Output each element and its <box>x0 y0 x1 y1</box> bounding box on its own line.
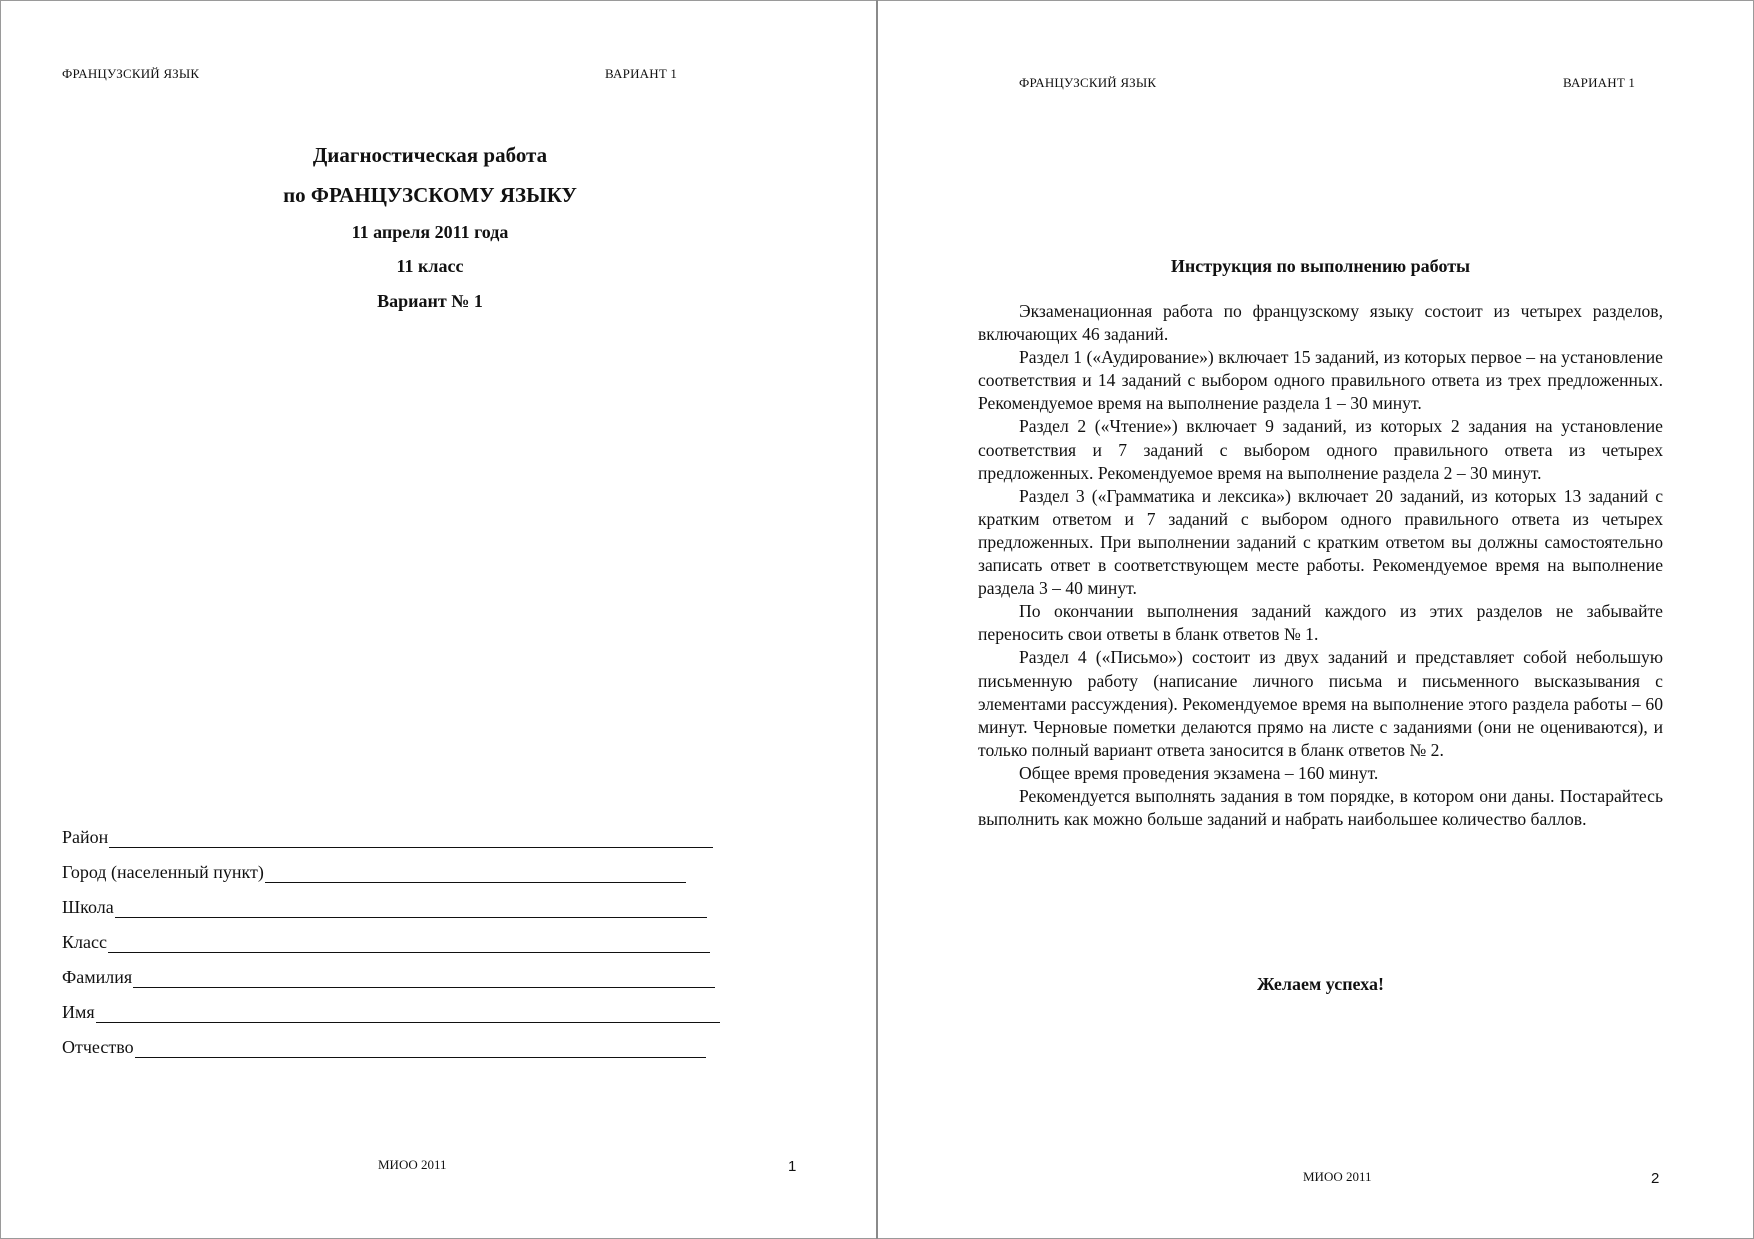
closing-wish: Желаем успеха! <box>1257 974 1384 994</box>
variant-number: Вариант № 1 <box>377 291 483 311</box>
page-number: 2 <box>1651 1170 1660 1187</box>
header-variant: ВАРИАНТ 1 <box>605 66 678 81</box>
form-field-label: Имя <box>62 1002 95 1022</box>
form-field-name[interactable] <box>62 1002 720 1023</box>
grade: 11 класс <box>396 256 464 276</box>
header-variant: ВАРИАНТ 1 <box>1563 75 1636 90</box>
instructions-paragraph: Раздел 4 («Письмо») состоит из двух заданий и представляет собой небольшую письменную работу (написание личного письма и письменного высказывания с элементами рассуждения). Рекомендуемое время на выполнение этого раздела работы – 60 минут. Черновые пометки делаются прямо на листе с заданиями (они не оцениваются), и только полный вариант ответа заносится в бланк ответов № 2. <box>978 647 1663 760</box>
instructions-body <box>978 300 1663 831</box>
instructions-paragraph: По окончании выполнения заданий каждого из этих разделов не забывайте переносить свои ответы в бланк ответов № 1. <box>978 601 1663 645</box>
page-1 <box>0 0 876 1239</box>
title-line-1: Диагностическая работа <box>312 143 548 167</box>
form-field-label: Школа <box>62 897 114 917</box>
page-2 <box>878 0 1754 1239</box>
instructions-paragraph: Рекомендуется выполнять задания в том порядке, в котором они даны. Постарайтесь выполнить как можно больше заданий и набрать наибольшее количество баллов. <box>978 785 1663 830</box>
title-line-2: по ФРАНЦУЗСКОМУ ЯЗЫКУ <box>283 183 577 207</box>
form-field-city[interactable] <box>62 862 686 883</box>
form-field-school[interactable] <box>62 897 707 918</box>
instructions-title: Инструкция по выполнению работы <box>1170 256 1471 276</box>
form-field-label: Район <box>62 827 109 847</box>
instructions-paragraph: Раздел 3 («Грамматика и лексика») включает 20 заданий, из которых 13 заданий с кратким ответом и 7 заданий с выбором одного правильного ответа из четырех предложенных. При выполнении заданий с кратким ответом вы должны самостоятельно записать ответ в соответствующем месте работы. Рекомендуемое время на выполнение раздела 3 – 40 минут. <box>978 485 1663 599</box>
fill-line[interactable] <box>133 969 715 988</box>
form-field-label: Фамилия <box>62 967 133 987</box>
instructions-paragraph: Экзаменационная работа по французскому языку состоит из четырех разделов, включающих 46 заданий. <box>978 301 1663 345</box>
form-field-class[interactable] <box>62 932 710 953</box>
fill-line[interactable] <box>115 899 707 918</box>
header-subject: ФРАНЦУЗСКИЙ ЯЗЫК <box>1019 75 1157 90</box>
form-field-patronymic[interactable] <box>62 1037 706 1058</box>
form-field-label: Город (населенный пункт) <box>62 862 264 882</box>
page-number: 1 <box>788 1158 797 1175</box>
form-field-district[interactable] <box>62 827 713 848</box>
fill-line[interactable] <box>135 1039 706 1058</box>
exam-date: 11 апреля 2011 года <box>351 222 509 242</box>
footer-publisher: МИОО 2011 <box>378 1157 447 1172</box>
instructions-paragraph: Общее время проведения экзамена – 160 минут. <box>1019 762 1379 783</box>
form-field-label: Класс <box>62 932 107 952</box>
instructions-paragraph: Раздел 2 («Чтение») включает 9 заданий, из которых 2 задания на установление соответствия и 7 заданий с выбором одного правильного ответа из четырех предложенных. Рекомендуемое время на выполнение раздела 2 – 30 минут. <box>978 416 1663 483</box>
fill-line[interactable] <box>109 829 713 848</box>
header-subject: ФРАНЦУЗСКИЙ ЯЗЫК <box>62 66 200 81</box>
instructions-paragraph: Раздел 1 («Аудирование») включает 15 заданий, из которых первое – на установление соответствия и 14 заданий с выбором одного правильного ответа из трех предложенных. Рекомендуемое время на выполнение раздела 1 – 30 минут. <box>978 347 1663 414</box>
fill-line[interactable] <box>96 1004 720 1023</box>
form-field-surname[interactable] <box>62 967 715 988</box>
fill-line[interactable] <box>265 864 686 883</box>
form-field-label: Отчество <box>62 1037 134 1057</box>
footer-publisher: МИОО 2011 <box>1303 1169 1372 1184</box>
fill-line[interactable] <box>108 934 710 953</box>
